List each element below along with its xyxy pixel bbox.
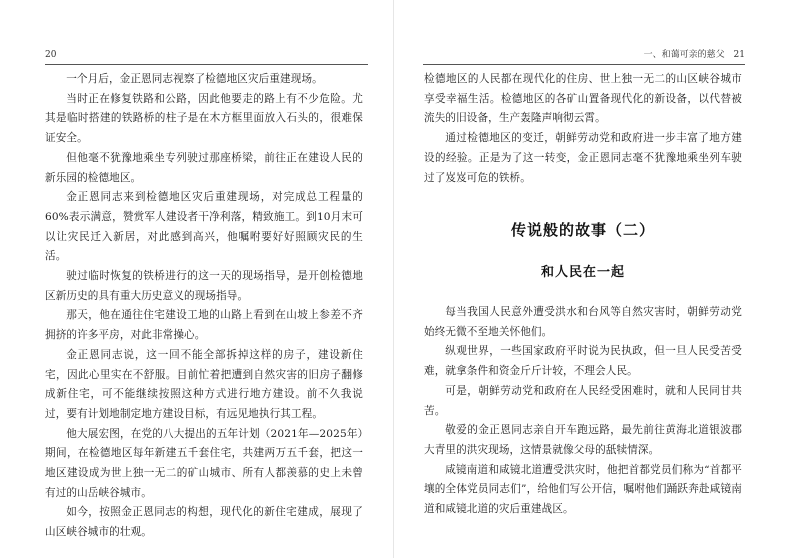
paragraph: 他大展宏图，在党的八大提出的五年计划（2021年—2025年）期间，在检德地区每年新建五千套住宅，共建两万五千套，把这一地区建设成为世上独一无二的矿山城市、所有人都羡慕的史上未曾有过的山岳峡谷城市。	[45, 427, 363, 499]
right-page-header	[423, 48, 745, 62]
section-title: 传说般的故事（二）	[510, 221, 655, 239]
paragraph: 一个月后，金正恩同志视察了检德地区灾后重建现场。	[66, 73, 323, 85]
paragraph: 驶过临时恢复的铁桥进行的这一天的现场指导，是开创检德地区新历史的具有重大历史意义的现场指导。	[45, 270, 363, 302]
paragraph: 每当我国人民意外遭受洪水和台风等自然灾害时，朝鲜劳动党始终无微不至地关怀他们。	[424, 306, 742, 338]
paragraph: 如今，按照金正恩同志的构想，现代化的新住宅建成，展现了山区峡谷城市的壮观。	[45, 506, 363, 539]
left-page-body	[45, 70, 363, 543]
paragraph: 纵观世界，一些国家政府平时说为民执政，但一旦人民受苦受难，就拿条件和资金斤斤计较，不理会人民。	[424, 345, 742, 378]
right-page	[394, 0, 787, 558]
paragraph: 金正恩同志来到检德地区灾后重建现场，对完成总工程量的60%表示满意，赞赏军人建设者干净利落，精致施工。到10月末可以让灾民迁入新居，对此感到高兴，他嘱咐要好好照顾灾民的生活。	[45, 191, 363, 263]
left-page	[0, 0, 393, 558]
right-page-body-top	[424, 70, 742, 188]
right-header-rule	[423, 64, 745, 65]
left-page-header	[45, 48, 368, 62]
paragraph: 金正恩同志说，这一回不能全部拆掉这样的房子，建设新住宅，因此心里实在不舒服。目前忙着把遭到自然灾害的旧房子翻修成新住宅，可不能继续按照这种方式进行地方建设。前不久我说过，要有计划地制定地方建设目标，有远见地执行其工程。	[45, 348, 363, 420]
paragraph: 那天，他在通往住宅建设工地的山路上看到在山坡上参差不齐拥挤的许多平房，对此非常操心。	[45, 309, 363, 342]
paragraph: 咸镜南道和咸镜北道遭受洪灾时，他把首都党员们称为“首都平壤的全体党员同志们”，给他们写公开信，嘱咐他们踊跃奔赴咸镜南道和咸镜北道的灾后重建战区。	[424, 463, 742, 516]
paragraph: 检德地区的人民都在现代化的住房、世上独一无二的山区峡谷城市享受幸福生活。检德地区的各矿山置备现代化的新设备，以代替被流失的旧设备，生产轰隆声响彻云霄。	[424, 73, 742, 125]
paragraph: 可是，朝鲜劳动党和政府在人民经受困难时，就和人民同甘共苦。	[424, 384, 742, 417]
paragraph: 当时正在修复铁路和公路，因此他要走的路上有不少危险。尤其是临时搭建的铁路桥的柱子是在木方框里面放入石头的，很难保证安全。	[45, 92, 363, 145]
right-page-body-bottom	[424, 303, 742, 520]
paragraph: 敬爱的金正恩同志亲自开车跑远路，最先前往黄海北道银波郡大青里的洪灾现场，这情景就像父母的舐犊情深。	[424, 424, 742, 456]
subsection-title: 和人民在一起	[540, 265, 625, 280]
paragraph: 但他毫不犹豫地乘坐专列驶过那座桥梁，前往正在建设人民的新乐园的检德地区。	[45, 151, 363, 184]
right-page-number: 21	[733, 50, 745, 60]
left-page-number: 20	[45, 50, 57, 60]
left-header-rule	[45, 64, 368, 65]
chapter-header: 一、和蔼可亲的慈父	[643, 50, 725, 60]
paragraph: 通过检德地区的变迁，朝鲜劳动党和政府进一步丰富了地方建设的经验。正是为了这一转变，金正恩同志毫不犹豫地乘坐列车驶过了岌岌可危的铁桥。	[424, 132, 742, 184]
